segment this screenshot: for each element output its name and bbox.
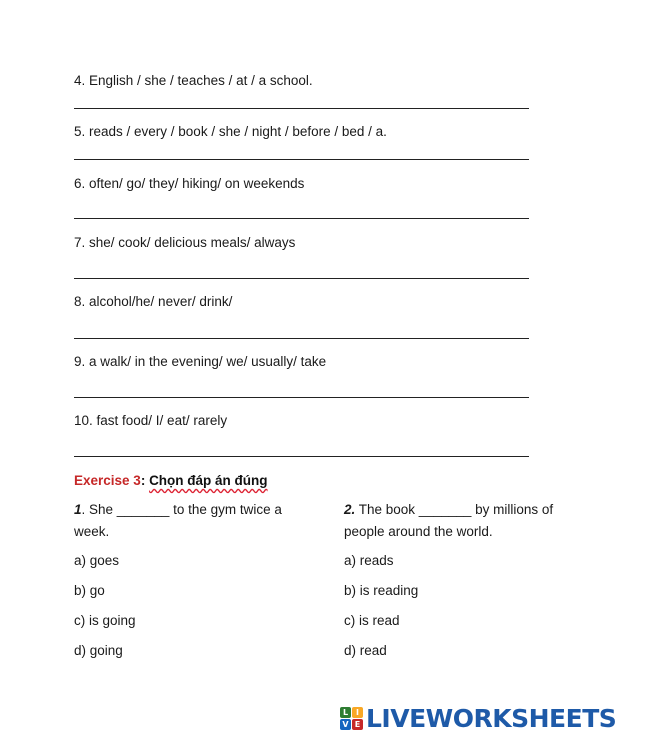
answer-line-5[interactable]	[74, 159, 529, 160]
logo-tile-i: I	[352, 707, 363, 718]
question-2-number: 2.	[344, 502, 356, 517]
logo-tile-e: E	[352, 719, 363, 730]
q1-option-c[interactable]: c) is going	[74, 613, 136, 628]
q1-option-a[interactable]: a) goes	[74, 553, 120, 568]
answer-line-10[interactable]	[74, 456, 529, 457]
question-1-text: . She _______ to the gym twice a week.	[74, 502, 282, 539]
sentence-10: 10. fast food/ I/ eat/ rarely	[74, 413, 228, 428]
question-1-number: 1	[74, 502, 82, 517]
q1-option-b[interactable]: b) go	[74, 583, 105, 598]
exercise-colon: :	[140, 473, 150, 488]
q2-option-d[interactable]: d) read	[344, 643, 387, 658]
question-2	[344, 499, 574, 543]
answer-line-4[interactable]	[74, 108, 529, 109]
answer-line-8[interactable]	[74, 338, 529, 339]
logo-text: LIVEWORKSHEETS	[366, 703, 617, 733]
q2-option-a[interactable]: a) reads	[344, 553, 394, 568]
sentence-5: 5. reads / every / book / she / night / before / bed / a.	[74, 124, 387, 139]
q2-option-b[interactable]: b) is reading	[344, 583, 419, 598]
exercise-label: Exercise 3	[74, 473, 141, 488]
sentence-9: 9. a walk/ in the evening/ we/ usually/ take	[74, 354, 327, 369]
exercise-heading	[74, 473, 268, 488]
question-1	[74, 499, 304, 543]
logo-icon	[340, 707, 363, 730]
sentence-4: 4. English / she / teaches / at / a school.	[74, 73, 313, 88]
q2-option-c[interactable]: c) is read	[344, 613, 400, 628]
q1-option-d[interactable]: d) going	[74, 643, 123, 658]
answer-line-6[interactable]	[74, 218, 529, 219]
logo-tile-l: L	[340, 707, 351, 718]
question-2-text: The book _______ by millions of people around the world.	[344, 502, 554, 539]
liveworksheets-logo	[340, 703, 616, 733]
sentence-7: 7. she/ cook/ delicious meals/ always	[74, 235, 296, 250]
answer-line-9[interactable]	[74, 397, 529, 398]
sentence-6: 6. often/ go/ they/ hiking/ on weekends	[74, 176, 305, 191]
logo-tile-v: V	[340, 719, 351, 730]
answer-line-7[interactable]	[74, 278, 529, 279]
exercise-subtitle: Chọn đáp án đúng	[149, 473, 268, 488]
sentence-8: 8. alcohol/he/ never/ drink/	[74, 294, 233, 309]
